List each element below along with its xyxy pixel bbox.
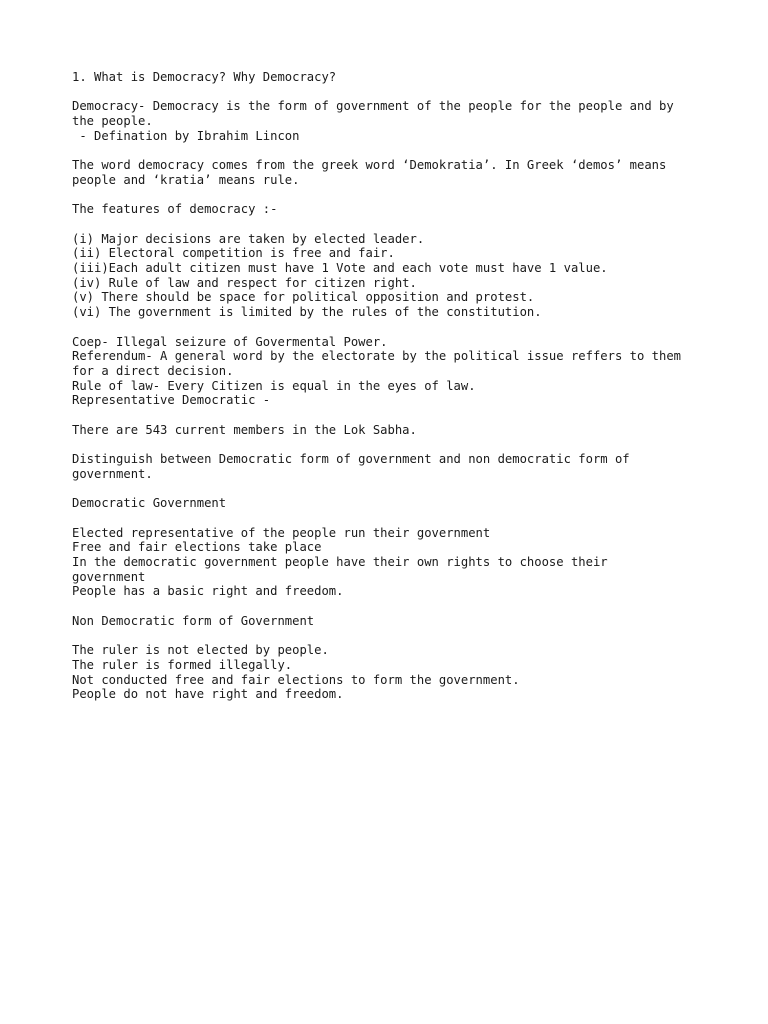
spacer — [72, 629, 712, 644]
feature-item: (vi) The government is limited by the rules of the constitution. — [72, 305, 542, 320]
feature-item: (i) Major decisions are taken by elected leader. — [72, 231, 425, 246]
term-representative: Representative Democratic - — [72, 393, 271, 408]
spacer — [72, 482, 712, 497]
spacer — [72, 144, 712, 159]
term-coep: Coep- Illegal seizure of Govermental Power. — [72, 334, 388, 349]
term-rule-of-law: Rule of law- Every Citizen is equal in the eyes of law. — [72, 378, 476, 393]
spacer — [72, 85, 712, 100]
feature-item: (iii)Each adult citizen must have 1 Vote and each vote must have 1 value. — [72, 261, 608, 276]
term-referendum-line-2: for a direct decision. — [72, 363, 234, 378]
spacer — [72, 599, 712, 614]
distinguish-line-1: Distinguish between Democratic form of government and non democratic form of — [72, 452, 630, 467]
spacer — [72, 217, 712, 232]
democratic-point: Elected representative of the people run their government — [72, 525, 491, 540]
spacer — [72, 437, 712, 452]
democratic-point: In the democratic government people have their own rights to choose their — [72, 555, 608, 570]
non-democratic-point: The ruler is formed illegally. — [72, 657, 293, 672]
non-democratic-heading: Non Democratic form of Government — [72, 613, 315, 628]
feature-item: (v) There should be space for political opposition and protest. — [72, 290, 535, 305]
spacer — [72, 320, 712, 335]
spacer — [72, 188, 712, 203]
democratic-point: government — [72, 569, 146, 584]
definition-attribution: - Defination by Ibrahim Lincon — [72, 128, 300, 143]
definition-line-2: the people. — [72, 114, 153, 129]
democratic-heading: Democratic Government — [72, 496, 227, 511]
etymology-line-1: The word democracy comes from the greek word ‘Demokratia’. In Greek ‘demos’ means — [72, 158, 667, 173]
feature-item: (ii) Electoral competition is free and fair. — [72, 246, 395, 261]
democratic-point: People has a basic right and freedom. — [72, 584, 344, 599]
page-title: 1. What is Democracy? Why Democracy? — [72, 70, 337, 84]
definition-line-1: Democracy- Democracy is the form of government of the people for the people and by — [72, 99, 674, 114]
etymology-line-2: people and ‘kratia’ means rule. — [72, 172, 300, 187]
lok-sabha-fact: There are 543 current members in the Lok Sabha. — [72, 422, 417, 437]
distinguish-line-2: government. — [72, 466, 153, 481]
non-democratic-point: People do not have right and freedom. — [72, 687, 344, 702]
feature-item: (iv) Rule of law and respect for citizen right. — [72, 275, 417, 290]
term-referendum-line-1: Referendum- A general word by the electorate by the political issue reffers to them — [72, 349, 682, 364]
non-democratic-point: Not conducted free and fair elections to form the government. — [72, 672, 520, 687]
document-page — [72, 70, 712, 702]
non-democratic-point: The ruler is not elected by people. — [72, 643, 329, 658]
features-heading: The features of democracy :- — [72, 202, 278, 217]
democratic-point: Free and fair elections take place — [72, 540, 322, 555]
spacer — [72, 511, 712, 526]
spacer — [72, 408, 712, 423]
